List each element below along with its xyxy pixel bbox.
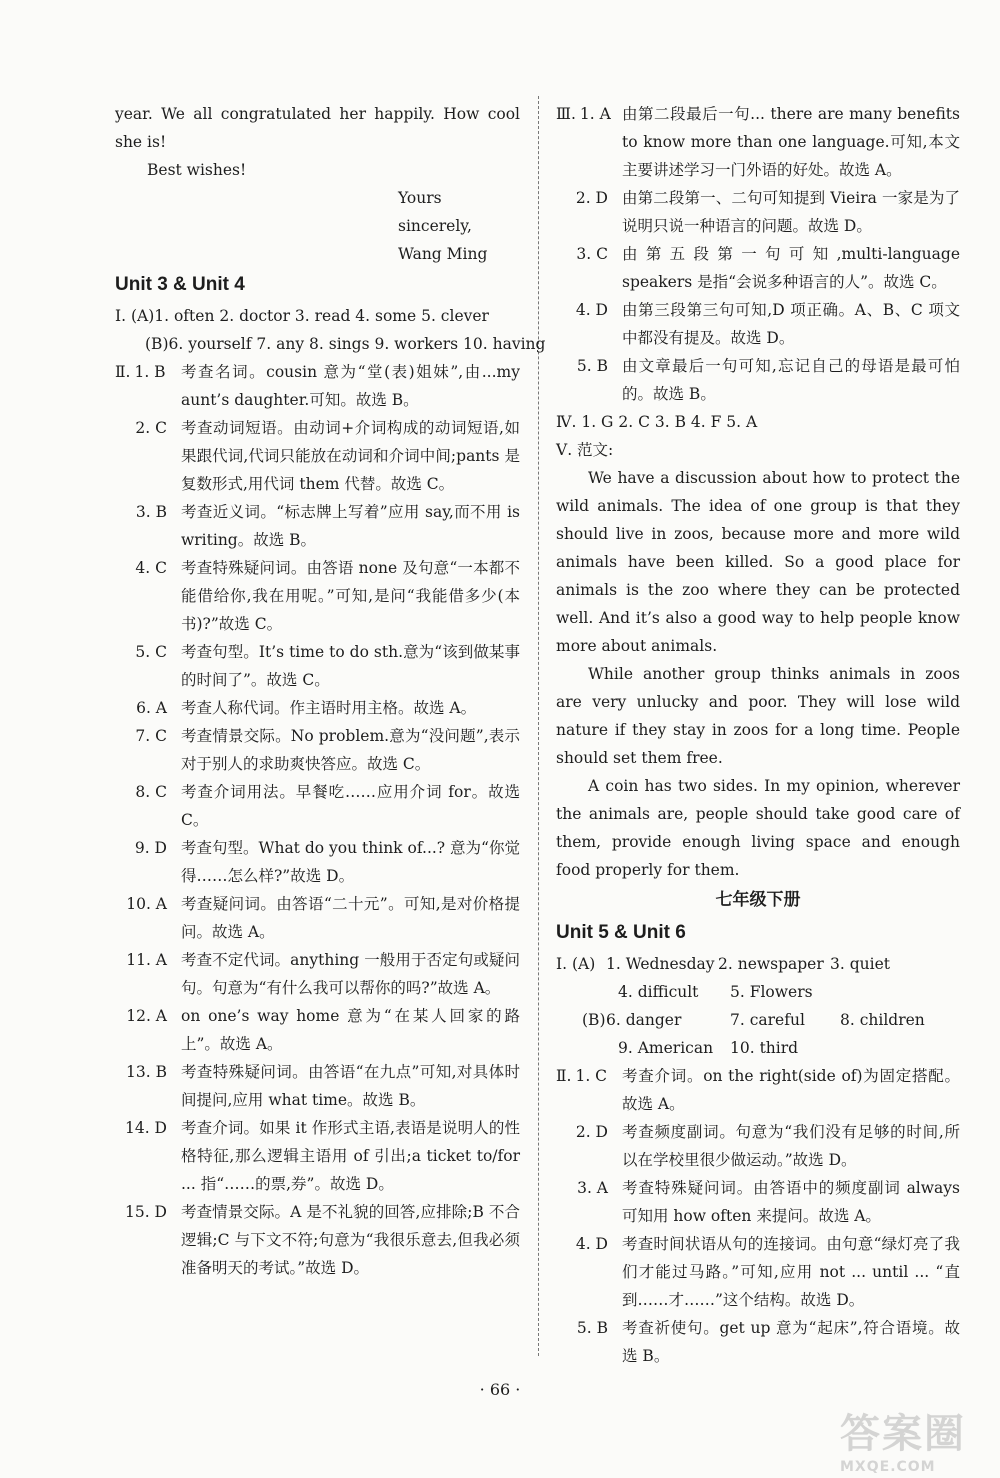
answer-item: [556, 240, 960, 296]
answer-number: [115, 694, 181, 722]
answer-number: [115, 1058, 181, 1114]
answer-number: [556, 1174, 622, 1230]
answer-item: [115, 1198, 520, 1282]
answer-key: 3. C: [576, 245, 608, 263]
answer-key: 15. D: [124, 1203, 167, 1221]
answer-explanation: 由第二段最后一句... there are many benefits to know more than one language.可知,本文主要讲述学习一门外语的好处。故选 A。: [622, 105, 960, 179]
answer-key: 2. C: [135, 419, 167, 437]
answer-explanation: 考查句型。It’s time to do sth.意为“该到做某事的时间了”。故选 C。: [181, 643, 520, 689]
answer-number: [115, 1198, 181, 1282]
answer-item: [556, 1062, 960, 1118]
vocab-item: 10. third: [730, 1039, 799, 1057]
answer-key: 13. B: [126, 1063, 167, 1081]
answer-key: 5. B: [576, 1319, 608, 1337]
answer-key: 5. C: [135, 643, 167, 661]
column-divider: [538, 96, 539, 1356]
vocab-item: 8. children: [840, 1011, 925, 1029]
answer-key: 3. B: [135, 503, 167, 521]
section-label: Ⅲ.: [556, 105, 576, 123]
answer-key: 12. A: [126, 1007, 167, 1025]
answer-number: [115, 1114, 181, 1198]
answer-key: 10. A: [126, 895, 167, 913]
answer-number: [115, 414, 181, 498]
answer-key: 4. C: [135, 559, 167, 577]
answer-item: [115, 890, 520, 946]
answer-key: 4. D: [575, 301, 608, 319]
vocab-item: 5. Flowers: [730, 983, 813, 1001]
answer-number: [115, 498, 181, 554]
answer-item: [115, 694, 520, 722]
answer-item: [115, 1114, 520, 1198]
answer-explanation: 考查介词。如果 it 作形式主语,表语是说明人的性格特征,那么逻辑主语用 of 引出;a ticket to/for ... 指“……的票,券”。故选 D。: [181, 1119, 520, 1193]
answer-item: [115, 946, 520, 1002]
answer-explanation: 考查介词用法。早餐吃……应用介词 for。故选 C。: [181, 783, 520, 829]
answer-item: [556, 184, 960, 240]
section-label: Ⅱ.: [115, 363, 131, 381]
answer-item: [115, 554, 520, 638]
answer-key: 11. A: [126, 951, 167, 969]
right-column: [556, 100, 960, 1370]
answer-key: 4. D: [575, 1235, 608, 1253]
answer-number: [556, 1230, 622, 1314]
answer-key: 2. D: [575, 1123, 608, 1141]
page-number: · 66 ·: [479, 1380, 521, 1399]
answer-number: [556, 100, 622, 184]
answer-number: [115, 890, 181, 946]
answer-explanation: on one’s way home 意为“在某人回家的路上”。故选 A。: [181, 1007, 520, 1053]
answer-item: [115, 778, 520, 834]
answer-item: [115, 358, 520, 414]
answer-explanation: 考查情景交际。No problem.意为“没问题”,表示对于别人的求助爽快答应。故选 C。: [181, 727, 520, 773]
answer-number: [556, 184, 622, 240]
answer-item: [115, 638, 520, 694]
answer-explanation: 考查不定代词。anything 一般用于否定句或疑问句。句意为“有什么我可以帮你的吗?”故选 A。: [181, 951, 520, 997]
answer-explanation: 考查介词。on the right(side of)为固定搭配。故选 A。: [622, 1067, 960, 1113]
letter-closing: Best wishes!: [147, 161, 247, 179]
answer-key: 5. B: [576, 357, 608, 375]
vocab-a-label: Ⅰ. (A): [556, 955, 596, 973]
watermark-domain: MXQE.COM: [840, 1459, 936, 1475]
unit-heading-2: Unit 5 & Unit 6: [556, 922, 686, 943]
answer-number: [115, 358, 181, 414]
answer-explanation: 考查近义词。“标志牌上写着”应用 say,而不用 is writing。故选 B。: [181, 503, 520, 549]
vocab-answers: [556, 950, 960, 1062]
essay-paragraph-1: We have a discussion about how to protect the wild animals. The idea of one group is that they should live in zoos, because more and more wild animals have been killed. So a good place for animals is the zoo where they can be protected well. And it’s also a good way to help people know more about animals.: [556, 469, 960, 655]
answer-list-section-2b: [556, 1062, 960, 1370]
vocab-item: 2. newspaper: [718, 955, 824, 973]
answer-item: [115, 834, 520, 890]
section-1-part-a: Ⅰ. (A)1. often 2. doctor 3. read 4. some 5. clever: [115, 307, 489, 325]
answer-key: 8. C: [135, 783, 167, 801]
answer-explanation: 考查名词。cousin 意为“堂(表)姐妹”,由...my aunt’s daughter.可知。故选 B。: [181, 363, 520, 409]
answer-explanation: 考查时间状语从句的连接词。由句意“绿灯亮了我们才能过马路。”可知,应用 not ... until ... “直到……才……”这个结构。故选 D。: [622, 1235, 960, 1309]
answer-explanation: 由文章最后一句可知,忘记自己的母语是最可怕的。故选 B。: [622, 357, 960, 403]
essay-paragraph-2: While another group thinks animals in zoos are very unlucky and poor. They will lose wild nature if they stay in zoos for a long time. People should set them free.: [556, 665, 960, 767]
letter-sign-off: Yours sincerely,: [398, 189, 472, 235]
vocab-item: 7. careful: [730, 1011, 805, 1029]
answer-number: [115, 946, 181, 1002]
unit-heading: Unit 3 & Unit 4: [115, 274, 245, 295]
vocab-item: 3. quiet: [830, 955, 890, 973]
answer-number: [115, 1002, 181, 1058]
answer-explanation: 考查人称代词。作主语时用主格。故选 A。: [181, 699, 477, 717]
answer-key: 1. A: [579, 105, 611, 123]
letter-ending-text: year. We all congratulated her happily. How cool she is!: [115, 105, 520, 151]
essay-paragraph-3: A coin has two sides. In my opinion, wherever the animals are, people should take good care of them, provide enough living space and enough food properly for them.: [556, 777, 960, 879]
answer-number: [556, 1314, 622, 1370]
answer-key: 14. D: [124, 1119, 167, 1137]
vocab-item: 1. Wednesday: [606, 955, 715, 973]
answer-explanation: 考查频度副词。句意为“我们没有足够的时间,所以在学校里很少做运动。”故选 D。: [622, 1123, 960, 1169]
answer-item: [115, 722, 520, 778]
vocab-item: 6. danger: [606, 1011, 682, 1029]
answer-explanation: 考查特殊疑问词。由答语中的频度副词 always 可知用 how often 来提问。故选 A。: [622, 1179, 960, 1225]
answer-item: [556, 1230, 960, 1314]
watermark-chinese: 答案圈: [840, 1411, 966, 1457]
answer-key: 2. D: [575, 189, 608, 207]
answer-item: [556, 296, 960, 352]
answer-item: [115, 414, 520, 498]
answer-explanation: 考查情景交际。A 是不礼貌的回答,应排除;B 不合逻辑;C 与下文不符;句意为“我很乐意去,但我必须准备明天的考试。”故选 D。: [181, 1203, 520, 1277]
answer-key: 9. D: [134, 839, 167, 857]
watermark-logo: [840, 1402, 968, 1475]
answer-item: [115, 1002, 520, 1058]
vocab-b-label: (B): [582, 1011, 606, 1029]
answer-item: [115, 1058, 520, 1114]
left-column: [115, 100, 546, 1282]
answer-explanation: 由第二段第一、二句可知提到 Vieira 一家是为了说明只说一种语言的问题。故选 D。: [622, 189, 960, 235]
answer-number: [556, 1118, 622, 1174]
letter-signer: Wang Ming: [398, 245, 488, 263]
answer-number: [115, 834, 181, 890]
answer-key: 6. A: [136, 699, 167, 717]
answer-item: [556, 100, 960, 184]
vocab-item: 9. American: [618, 1039, 714, 1057]
answer-number: [556, 352, 622, 408]
answer-item: [115, 498, 520, 554]
answer-item: [556, 1118, 960, 1174]
answer-explanation: 由第三段第三句可知,D 项正确。A、B、C 项文中都没有提及。故选 D。: [622, 301, 960, 347]
answer-explanation: 考查祈使句。get up 意为“起床”,符合语境。故选 B。: [622, 1319, 960, 1365]
section-4-answers: Ⅳ. 1. G 2. C 3. B 4. F 5. A: [556, 413, 758, 431]
answer-key: 1. C: [575, 1067, 608, 1085]
answer-number: [556, 296, 622, 352]
answer-list-section-3: [556, 100, 960, 408]
answer-explanation: 考查句型。What do you think of...? 意为“你觉得……怎么样?”故选 D。: [181, 839, 520, 885]
section-1-part-b: (B)6. yourself 7. any 8. sings 9. workers 10. having: [145, 335, 546, 353]
answer-key: 7. C: [135, 727, 167, 745]
answer-explanation: 考查动词短语。由动词+介词构成的动词短语,如果跟代词,代词只能放在动词和介词中间;pants 是复数形式,用代词 them 代替。故选 C。: [181, 419, 520, 493]
answer-explanation: 考查疑问词。由答语“二十元”。可知,是对价格提问。故选 A。: [181, 895, 520, 941]
answer-item: [556, 1314, 960, 1370]
answer-explanation: 考查特殊疑问词。由答语 none 及句意“一本都不能借给你,我在用呢。”可知,是问“我能借多少(本书)?”故选 C。: [181, 559, 520, 633]
section-label: Ⅱ.: [556, 1067, 572, 1085]
answer-number: [115, 638, 181, 694]
section-5-label: Ⅴ. 范文:: [556, 441, 614, 459]
answer-number: [556, 1062, 622, 1118]
answer-number: [556, 240, 622, 296]
answer-key: 1. B: [134, 363, 166, 381]
answer-number: [115, 778, 181, 834]
answer-number: [115, 722, 181, 778]
answer-item: [556, 1174, 960, 1230]
answer-explanation: 由第五段第一句可知,multi-language speakers 是指“会说多种语言的人”。故选 C。: [622, 245, 960, 291]
answer-number: [115, 554, 181, 638]
grade-heading: 七年级下册: [715, 890, 801, 910]
vocab-item: 4. difficult: [618, 983, 699, 1001]
answer-explanation: 考查特殊疑问词。由答语“在九点”可知,对具体时间提问,应用 what time。故选 B。: [181, 1063, 520, 1109]
answer-list-section-2: [115, 358, 520, 1282]
answer-item: [556, 352, 960, 408]
answer-key: 3. A: [577, 1179, 608, 1197]
